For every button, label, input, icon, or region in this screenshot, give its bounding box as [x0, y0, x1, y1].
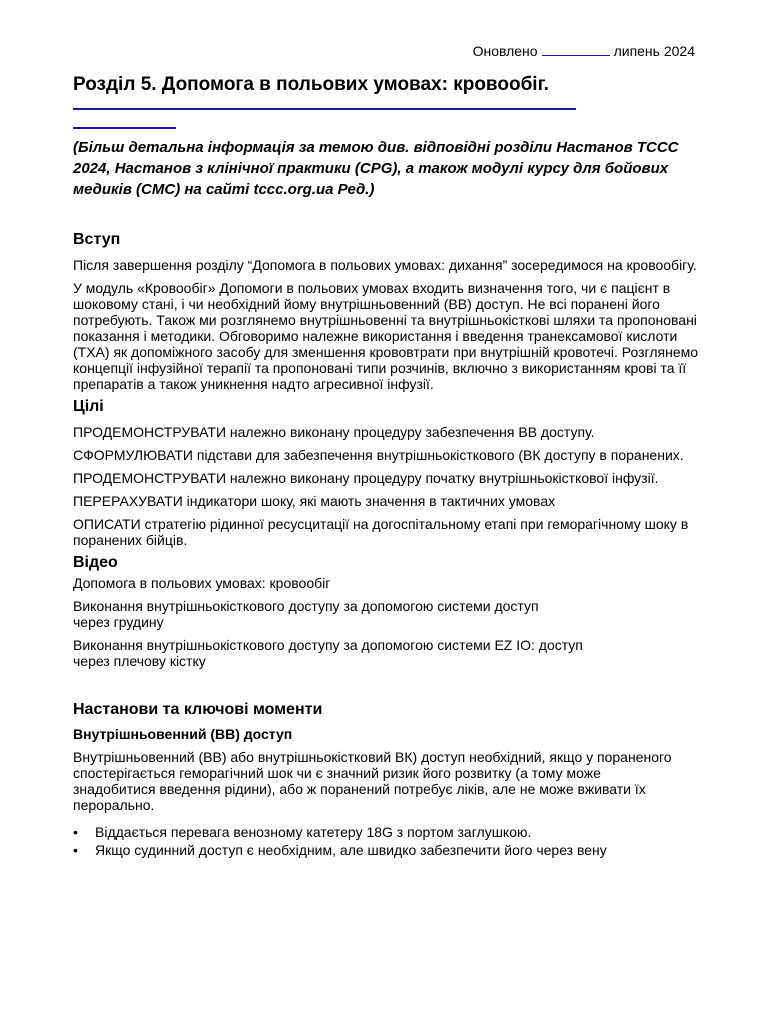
intro-paragraph-1: Після завершення розділу “Допомога в польових умовах: дихання” зосередимося на кровообігу. [73, 257, 697, 273]
intro-paragraph-2: У модуль «Кровообіг» Допомоги в польових умовах входить визначення того, чи є пацієнт в шоковому стані, і чи необхідний йому внутрішньовенний (ВВ) доступ. Не всі поранені його потребують. Також ми розглянемо внутрішньовенні та внутрішньокісткові шляхи та пропоновані показання і методики. Обговоримо належне використання і введення транексамової кислоти (TXA) як допоміжного засобу для зменшення крововтрати при внутрішній кровотечі. Розглянемо концепції інфузійної терапії та пропоновані типи розчинів, включно з використанням крові та її препаратів а також уникнення надто агресивної інфузії. [73, 280, 699, 392]
list-item [73, 841, 703, 859]
goal-item: ПЕРЕРАХУВАТИ індикатори шоку, які мають значення в тактичних умовах [73, 493, 556, 509]
iv-access-paragraph: Внутрішньовенний (ВВ) або внутрішньокістковий ВК) доступ необхідний, якщо у пораненого спостерігається геморагічний шок чи є значний ризик його розвитку (а тому може знадобитися введення рідини), або ж поранений потребує ліків, але не може вживати їх перорально. [73, 749, 672, 813]
video-item: Виконання внутрішньокісткового доступу за допомогою системи доступ через грудину [73, 598, 539, 630]
updated-line [473, 43, 695, 59]
main-content [73, 229, 703, 859]
video-item: Виконання внутрішньокісткового доступу за допомогою системи EZ IO: доступ через плечову кістку [73, 637, 583, 669]
bullet-text: Віддається перевага венозному катетеру 18G з портом заглушкою. [95, 824, 532, 840]
goal-item: СФОРМУЛЮВАТИ підстави для забезпечення внутрішньокісткового (ВК доступу в поранених. [73, 447, 684, 463]
updated-date: липень 2024 [613, 43, 695, 59]
iv-access-bullets [73, 823, 703, 859]
title-underline [73, 108, 576, 110]
title-underline-short [73, 127, 176, 129]
goal-item: ОПИСАТИ стратегію рідинної ресусцитації на догоспітальному етапі при геморагічному шоку в поранених бійців. [73, 516, 689, 548]
guidelines-heading: Настанови та ключові моменти [73, 701, 323, 718]
bullet-icon: • [73, 824, 78, 840]
bullet-icon: • [73, 842, 78, 858]
video-heading: Відео [73, 554, 118, 571]
date-blank-line [542, 43, 610, 56]
video-item: Допомога в польових умовах: кровообіг [73, 575, 331, 591]
intro-heading: Вступ [73, 231, 121, 248]
iv-access-subheading: Внутрішньовенний (ВВ) доступ [73, 726, 293, 742]
goal-item: ПРОДЕМОНСТРУВАТИ належно виконану процедуру забезпечення ВВ доступу. [73, 424, 595, 440]
list-item [73, 823, 703, 841]
goal-item: ПРОДЕМОНСТРУВАТИ належно виконану процедуру початку внутрішньокісткової інфузії. [73, 470, 659, 486]
updated-prefix: Оновлено [472, 43, 538, 59]
section-title: Розділ 5. Допомога в польових умовах: кровообіг. [73, 74, 549, 95]
reference-note: (Більш детальна інформація за темою див. відповідні розділи Настанов TCCC 2024, Настанов з клінічної практики (CPG), а також модулі курсу для бойових медиків (CMC) на сайті tccc.org.ua Ред.) [73, 139, 679, 198]
bullet-text: Якщо судинний доступ є необхідним, але швидко забезпечити його через вену [95, 842, 607, 858]
goals-heading: Цілі [73, 398, 104, 415]
